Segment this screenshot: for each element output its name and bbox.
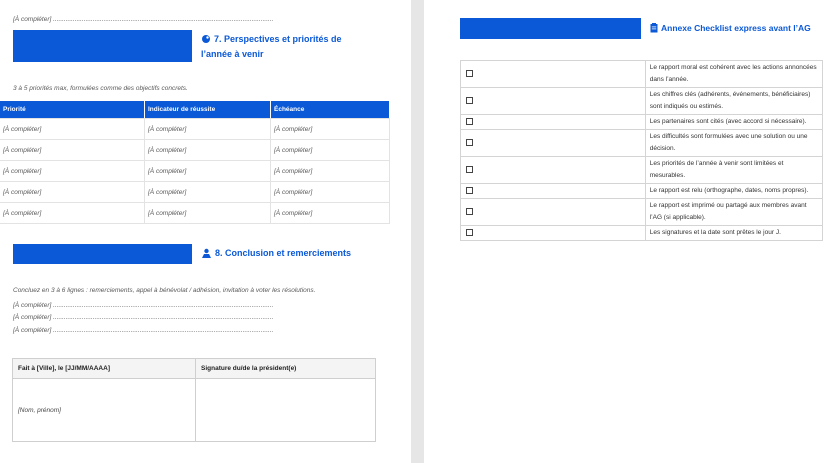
checklist-row	[461, 115, 823, 130]
name-cell[interactable]: [Nom, prénom]	[13, 379, 196, 442]
section8-heading	[201, 247, 351, 262]
checklist-item: Les chiffres clés (adhérents, événements, bénéficiaires) sont indiqués ou estimés.	[645, 88, 822, 115]
checkbox[interactable]	[466, 97, 473, 104]
table-cell[interactable]: [À compléter]	[0, 203, 145, 224]
table-cell[interactable]: [À compléter]	[271, 203, 390, 224]
checklist-row	[461, 199, 823, 226]
fill-line[interactable]: [À compléter] ..........................................................................................................................	[13, 16, 274, 23]
checkbox[interactable]	[466, 187, 473, 194]
checklist-item: Les difficultés sont formulées avec une solution ou une décision.	[645, 130, 822, 157]
annex-title: Annexe Checklist express avant l’AG	[661, 23, 811, 33]
signature-table	[12, 358, 376, 442]
table-cell[interactable]: [À compléter]	[145, 182, 271, 203]
table-header-row	[0, 101, 390, 119]
checkbox[interactable]	[466, 208, 473, 215]
table-row	[0, 203, 390, 224]
checklist-row	[461, 226, 823, 241]
table-row	[0, 140, 390, 161]
section7-title-line1: 7. Perspectives et priorités de	[214, 34, 342, 44]
table-cell[interactable]: [À compléter]	[0, 140, 145, 161]
place-date-header: Fait à [Ville], le [JJ/MM/AAAA]	[13, 359, 196, 379]
handshake-icon	[201, 248, 212, 262]
column-header-deadline: Échéance	[271, 101, 390, 119]
clipboard-icon	[650, 23, 658, 37]
fill-line[interactable]: [À compléter] ..........................................................................................................................	[13, 327, 274, 334]
section-banner	[13, 244, 192, 264]
document-page-right	[424, 0, 837, 463]
rocket-icon	[201, 34, 211, 48]
checklist-table	[460, 60, 823, 241]
checklist-row	[461, 61, 823, 88]
checklist-item: Les priorités de l’année à venir sont limitées et mesurables.	[645, 157, 822, 184]
checklist-item: Le rapport moral est cohérent avec les actions annoncées dans l’année.	[645, 61, 822, 88]
table-cell[interactable]: [À compléter]	[145, 119, 271, 140]
section-banner	[460, 18, 641, 39]
table-row	[0, 119, 390, 140]
checklist-row	[461, 184, 823, 199]
checkbox[interactable]	[466, 139, 473, 146]
checklist-item: Les partenaires sont cités (avec accord si nécessaire).	[645, 115, 822, 130]
section8-title: 8. Conclusion et remerciements	[215, 248, 352, 258]
checkbox[interactable]	[466, 229, 473, 236]
table-cell[interactable]: [À compléter]	[145, 140, 271, 161]
checklist-item: Les signatures et la date sont prêtes le jour J.	[645, 226, 822, 241]
annex-heading	[650, 22, 811, 37]
priorities-table	[0, 101, 390, 224]
section7-instruction: 3 à 5 priorités max, formulées comme des objectifs concrets.	[13, 85, 188, 92]
table-cell[interactable]: [À compléter]	[145, 161, 271, 182]
table-cell[interactable]: [À compléter]	[271, 182, 390, 203]
section8-instruction: Concluez en 3 à 6 lignes : remerciements, appel à bénévolat / adhésion, invitation à voter les résolutions.	[13, 287, 316, 294]
checkbox[interactable]	[466, 166, 473, 173]
table-row	[0, 182, 390, 203]
table-cell[interactable]: [À compléter]	[0, 119, 145, 140]
table-row	[0, 161, 390, 182]
fill-line[interactable]: [À compléter] ..........................................................................................................................	[13, 314, 274, 321]
section7-heading	[201, 33, 342, 61]
table-cell[interactable]: [À compléter]	[0, 182, 145, 203]
section-banner	[13, 30, 192, 62]
fill-line[interactable]: [À compléter] ..........................................................................................................................	[13, 302, 274, 309]
table-cell[interactable]: [À compléter]	[145, 203, 271, 224]
document-page-left	[0, 0, 411, 463]
column-header-priority: Priorité	[0, 101, 145, 119]
section7-title-line2: l’année à venir	[201, 49, 264, 59]
signature-cell[interactable]	[196, 379, 376, 442]
checkbox[interactable]	[466, 70, 473, 77]
column-header-indicator: Indicateur de réussite	[145, 101, 271, 119]
signature-header: Signature du/de la président(e)	[196, 359, 376, 379]
checklist-row	[461, 88, 823, 115]
checklist-item: Le rapport est relu (orthographe, dates, noms propres).	[645, 184, 822, 199]
checklist-item: Le rapport est imprimé ou partagé aux membres avant l’AG (si applicable).	[645, 199, 822, 226]
table-cell[interactable]: [À compléter]	[0, 161, 145, 182]
checklist-row	[461, 157, 823, 184]
checkbox[interactable]	[466, 118, 473, 125]
table-cell[interactable]: [À compléter]	[271, 140, 390, 161]
table-cell[interactable]: [À compléter]	[271, 119, 390, 140]
table-cell[interactable]: [À compléter]	[271, 161, 390, 182]
checklist-row	[461, 130, 823, 157]
